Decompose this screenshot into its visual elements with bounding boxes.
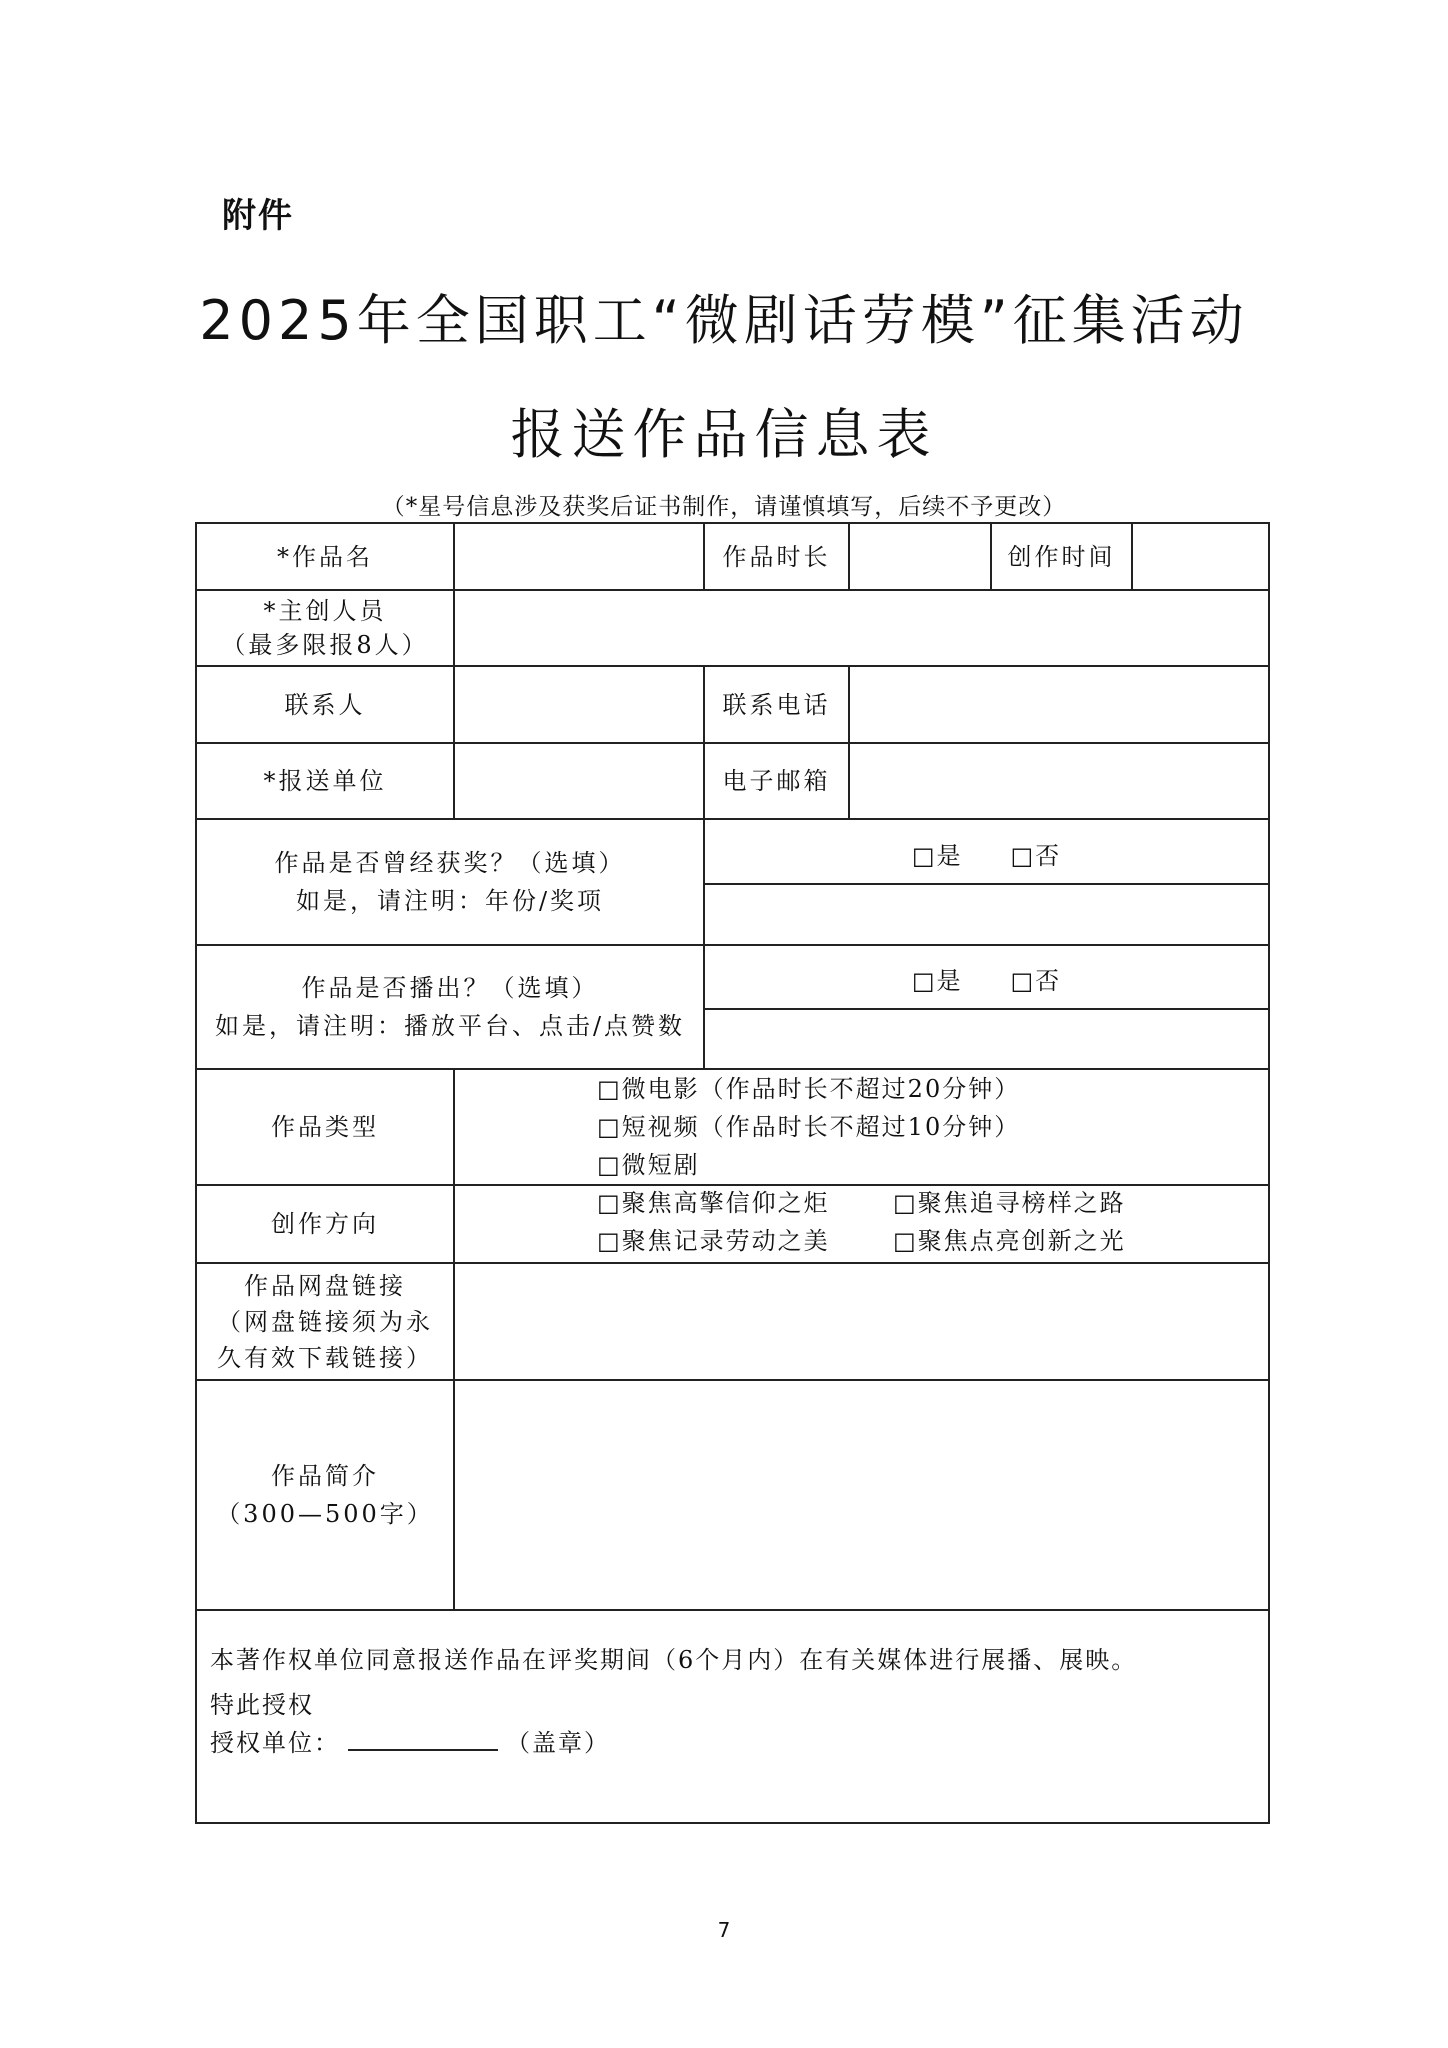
award-yes-checkbox[interactable]: □是 [911, 842, 963, 870]
disk-link-field[interactable] [455, 1264, 1268, 1379]
contact-label: 联系人 [284, 690, 366, 719]
authorization-unit-label: 授权单位： [210, 1729, 340, 1757]
duration-label: 作品时长 [722, 542, 831, 571]
broadcast-yes-checkbox[interactable]: □是 [911, 967, 963, 995]
phone-label: 联系电话 [722, 690, 831, 719]
direction-option-innovation[interactable]: □聚焦点亮创新之光 [893, 1227, 1126, 1255]
broadcast-detail-field[interactable] [705, 1010, 1268, 1068]
work-type-label: 作品类型 [271, 1113, 379, 1141]
direction-label: 创作方向 [271, 1210, 379, 1238]
unit-label: *报送单位 [263, 767, 387, 795]
direction-option-faith[interactable]: □聚焦高擎信仰之炬 [597, 1189, 830, 1217]
duration-field[interactable] [850, 524, 990, 589]
form-note: （*星号信息涉及获奖后证书制作，请谨慎填写，后续不予更改） [381, 494, 1067, 520]
unit-field[interactable] [455, 744, 703, 818]
phone-field[interactable] [850, 667, 1268, 742]
contact-field[interactable] [455, 667, 703, 742]
authorization-special: 特此授权 [210, 1691, 314, 1719]
authorization-seal-label: （盖章） [506, 1729, 610, 1757]
creation-time-label: 创作时间 [1007, 542, 1116, 571]
page-title: 2025年全国职工“微剧话劳模”征集活动 [199, 289, 1249, 352]
authorization-unit-blank[interactable] [348, 1727, 498, 1751]
creation-time-field[interactable] [1133, 524, 1268, 589]
authorization-unit-line [210, 1723, 610, 1758]
type-option-micro-film[interactable]: □微电影（作品时长不超过20分钟） [597, 1075, 1021, 1103]
authorization-text: 本著作权单位同意报送作品在评奖期间（6个月内）在有关媒体进行展播、展映。 [210, 1646, 1138, 1674]
work-type-options [597, 1070, 1020, 1184]
table-border-bottom [195, 1822, 1268, 1824]
direction-options [597, 1184, 1247, 1260]
attachment-label: 附件 [222, 196, 294, 236]
direction-option-labor[interactable]: □聚焦记录劳动之美 [597, 1227, 830, 1255]
intro-label: 作品简介 （300—500字） [216, 1462, 434, 1528]
work-name-field[interactable] [455, 524, 703, 589]
creators-label: *主创人员 （最多限报8人） [221, 597, 429, 659]
page-number: 7 [717, 1918, 731, 1942]
type-option-micro-drama[interactable]: □微短剧 [597, 1151, 700, 1179]
broadcast-no-checkbox[interactable]: □否 [1010, 967, 1062, 995]
page-subtitle: 报送作品信息表 [510, 403, 938, 466]
email-field[interactable] [850, 744, 1268, 818]
table-border-right [1268, 522, 1270, 1824]
award-question-label: 作品是否曾经获奖？（选填） 如是，请注明：年份/奖项 [274, 849, 626, 915]
direction-option-role-model[interactable]: □聚焦追寻榜样之路 [893, 1189, 1126, 1217]
broadcast-yes-no [705, 961, 1268, 996]
intro-field[interactable] [455, 1381, 1268, 1609]
row-divider [195, 1609, 1268, 1611]
disk-link-label: 作品网盘链接 （网盘链接须为永 久有效下载链接） [217, 1271, 433, 1372]
broadcast-question-label: 作品是否播出？（选填） 如是，请注明：播放平台、点击/点赞数 [214, 974, 686, 1040]
type-option-short-video[interactable]: □短视频（作品时长不超过10分钟） [597, 1113, 1021, 1141]
award-yes-no [705, 836, 1268, 871]
work-name-label: *作品名 [277, 542, 373, 571]
award-no-checkbox[interactable]: □否 [1010, 842, 1062, 870]
email-label: 电子邮箱 [722, 767, 831, 795]
creators-field[interactable] [455, 591, 1268, 665]
award-detail-field[interactable] [705, 885, 1268, 944]
